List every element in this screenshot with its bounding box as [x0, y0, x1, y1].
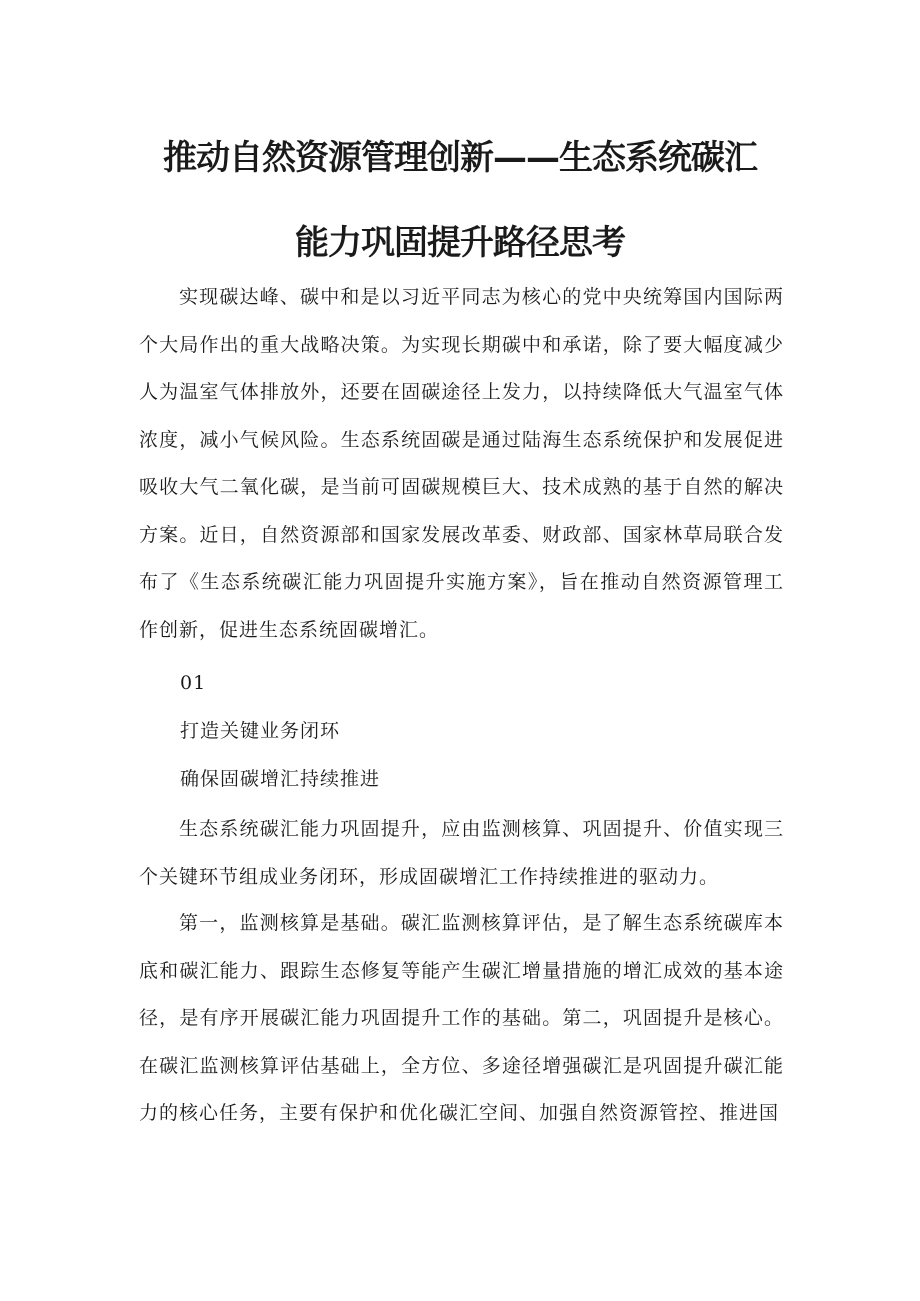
section-paragraph-2: 第一，监测核算是基础。碳汇监测核算评估，是了解生态系统碳库本底和碳汇能力、跟踪生态修复等能产生碳汇增量措施的增汇成效的基本途径，是有序开展碳汇能力巩固提升工作的基础。第二，巩固提升是核心。在碳汇监测核算评估基础上，全方位、多途径增强碳汇是巩固提升碳汇能力的核心任务，主要有保护和优化碳汇空间、加强自然资源管控、推进国: [139, 912, 784, 1124]
section-paragraph-1: 生态系统碳汇能力巩固提升，应由监测核算、巩固提升、价值实现三个关键环节组成业务闭环，形成固碳增汇工作持续推进的驱动力。: [139, 818, 784, 888]
document-title-line-2: 能力巩固提升路径思考: [295, 223, 625, 263]
section-heading-line-2: 确保固碳增汇持续推进: [180, 768, 381, 790]
document-title-line-1: 推动自然资源管理创新——生态系统碳汇: [163, 138, 757, 178]
section-heading-line-1: 打造关键业务闭环: [180, 720, 341, 742]
intro-paragraph: 实现碳达峰、碳中和是以习近平同志为核心的党中央统筹国内国际两个大局作出的重大战略决策。为实现长期碳中和承诺，除了要大幅度减少人为温室气体排放外，还要在固碳途径上发力，以持续降低大气温室气体浓度，减小气候风险。生态系统固碳是通过陆海生态系统保护和发展促进吸收大气二氧化碳，是当前可固碳规模巨大、技术成熟的基于自然的解决方案。近日，自然资源部和国家发展改革委、财政部、国家林草局联合发布了《生态系统碳汇能力巩固提升实施方案》，旨在推动自然资源管理工作创新，促进生态系统固碳增汇。: [139, 286, 784, 641]
section-number: 01: [180, 672, 207, 694]
